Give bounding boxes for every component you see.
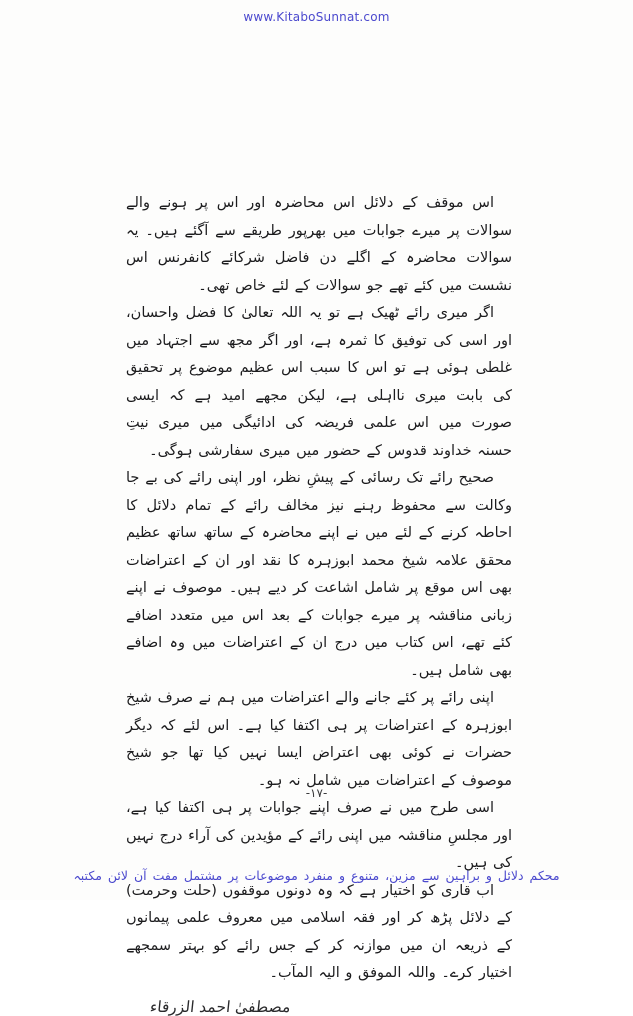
- paragraph-4: اپنی رائے پر کئے جانے والے اعتراضات میں ہم نے صرف شیخ ابوزہرہ کے اعتراضات پر ہی اکتفا کیا ہے۔ اس لئے کہ دیگر حضرات نے کوئی بھی اعتراض ایسا نہیں کیا تھا جو شیخ موصوف کے اعتراضات میں شامل نہ ہو۔: [126, 690, 512, 789]
- body-text-block: [126, 190, 512, 1016]
- paragraph-5: اسی طرح میں نے صرف اپنے جوابات پر ہی اکتفا کیا ہے، اور مجلسِ مناقشہ میں اپنی رائے کے مؤیدین کی آراء درج نہیں کی ہیں۔: [126, 800, 512, 871]
- author-signature: مصطفیٰ احمد الزرقاء: [149, 997, 292, 1016]
- site-url-link[interactable]: www.KitaboSunnat.com: [243, 10, 390, 24]
- paragraph-6: اب قاری کو اختیار ہے کہ وہ دونوں موقفوں (حلت وحرمت) کے دلائل پڑھ کر اور فقہ اسلامی میں معروف علمی پیمانوں کے ذریعہ ان میں موازنہ کر کے جس رائے کو بہتر سمجھے اختیار کرے۔ واللہ الموفق و الیہ المآب۔: [126, 882, 512, 981]
- page-number: -۱۷-: [305, 786, 328, 800]
- page-header: [0, 6, 633, 25]
- footer-tagline: محکم دلائل و براہین سے مزین، متنوع و منفرد موضوعات پر مشتمل مفت آن لائن مکتبہ: [73, 868, 560, 883]
- paragraph-3: صحیح رائے تک رسائی کے پیشِ نظر، اور اپنی رائے کی بے جا وکالت سے محفوظ رہنے نیز مخالف رائے کے تمام دلائل کا احاطہ کرنے کے لئے میں نے اپنے محاضرہ کے ساتھ ساتھ عظیم محقق علامہ شیخ محمد ابوزہرہ کا نقد اور ان کے اعتراضات بھی اس موقع پر شامل اشاعت کر دیے ہیں۔ موصوف نے اپنے زبانی مناقشہ پر میرے جوابات کے بعد اس میں متعدد اضافے کئے تھے، اس کتاب میں درج ان کے اعتراضات میں وہ اضافے بھی شامل ہیں۔: [126, 470, 512, 679]
- paragraph-2: اگر میری رائے ٹھیک ہے تو یہ اللہ تعالیٰ کا فضل واحسان، اور اسی کی توفیق کا ثمرہ ہے، اور اگر مجھ سے اجتہاد میں غلطی ہوئی ہے تو اس کا سبب اس عظیم موضوع پر تحقیق کی بابت میری نااہلی ہے، لیکن مجھے امید ہے کہ ایسی صورت میں اس علمی فریضہ کی ادائیگی میں میری نیتِ حسنہ خداوند قدوس کے حضور میں میری سفارشی ہوگی۔: [126, 305, 512, 459]
- paragraph-1: اس موقف کے دلائل اس محاضرہ اور اس پر ہونے والے سوالات پر میرے جوابات میں بھرپور طریقے سے آگئے ہیں۔ یہ سوالات محاضرہ کے اگلے دن فاضل شرکائے کانفرنس اس نشست میں کئے تھے جو سوالات کے لئے خاص تھی۔: [126, 195, 512, 294]
